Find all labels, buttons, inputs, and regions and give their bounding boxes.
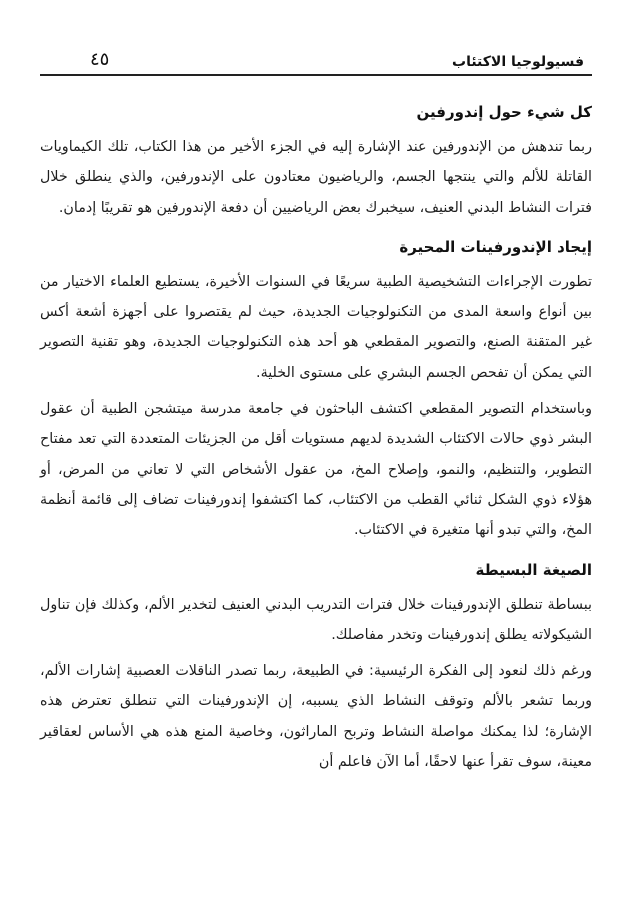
running-header	[40, 30, 592, 70]
section-about-endorphin	[40, 100, 592, 223]
paragraph: تطورت الإجراءات التشخيصية الطبية سريعًا في السنوات الأخيرة، يستطيع العلماء الاختيار من بين أنواع واسعة المدى من التكنولوجيات الجديدة، حيث لم يقتصروا على أجهزة أشعة أكس غير المتقنة الصنع، والتصوير المقطعي هو أحد هذه التكنولوجيات الجديدة، وهو تقنية التصوير التي يمكن أن تفحص الجسم البشري على مستوى الخلية.	[40, 273, 592, 381]
section-finding-endorphins	[40, 235, 592, 546]
paragraph: وباستخدام التصوير المقطعي اكتشف الباحثون في جامعة مدرسة ميتشجن الطبية أن عقول البشر ذوي حالات الاكتئاب الشديدة لديهم مستويات أقل من الجزيئات المتعددة التي تعد مفتاح التطوير، والتنظيم، والنمو، وإصلاح المخ، من عقول الأشخاص التي لا تعاني من المرض، أو هؤلاء ذوي الشكل ثنائي القطب من الاكتئاب، كما اكتشفوا إندورفينات تضاف إلى قائمة أنظمة المخ، والتي تبدو أنها متغيرة في الاكتئاب.	[40, 401, 592, 539]
section-heading: كل شيء حول إندورفين	[416, 103, 592, 121]
paragraph: ببساطة تنطلق الإندورفينات خلال فترات التدريب البدني العنيف لتخدير الألم، وكذلك فإن تناول الشيكولاته يطلق إندورفينات وتخدر مفاصلك.	[40, 596, 592, 643]
page-number: ٤٥	[90, 49, 110, 70]
section-simple-formula	[40, 558, 592, 778]
section-heading: إيجاد الإندورفينات المحيرة	[399, 237, 592, 256]
running-title: فسيولوجيا الاكتئاب	[452, 54, 584, 70]
paragraph: ورغم ذلك لنعود إلى الفكرة الرئيسية: في الطبيعة، ربما تصدر الناقلات العصبية إشارات الألم، وربما تشعر بالألم وتوقف النشاط الذي يسببه، إن الإندورفينات التي تنطلق تعترض هذه الإشارة؛ لذا يمكنك مواصلة النشاط وتربح الماراثون، وخاصية المنع هذه هي الأساس لعقاقير معينة، سوف تقرأ عنها لاحقًا، أما الآن فاعلم أن	[40, 663, 592, 771]
section-heading: الصيغة البسيطة	[475, 560, 592, 579]
header-rule	[40, 74, 592, 76]
paragraph: ربما تندهش من الإندورفين عند الإشارة إليه في الجزء الأخير من هذا الكتاب، تلك الكيماويات القاتلة للألم والتي ينتجها الجسم، والرياضيون معتادون على الإندورفين، والذي ينطلق خلال فترات النشاط البدني العنيف، سيخبرك بعض الرياضيين أن دفعة الإندورفين هو تقريبًا إدمان.	[40, 139, 592, 216]
